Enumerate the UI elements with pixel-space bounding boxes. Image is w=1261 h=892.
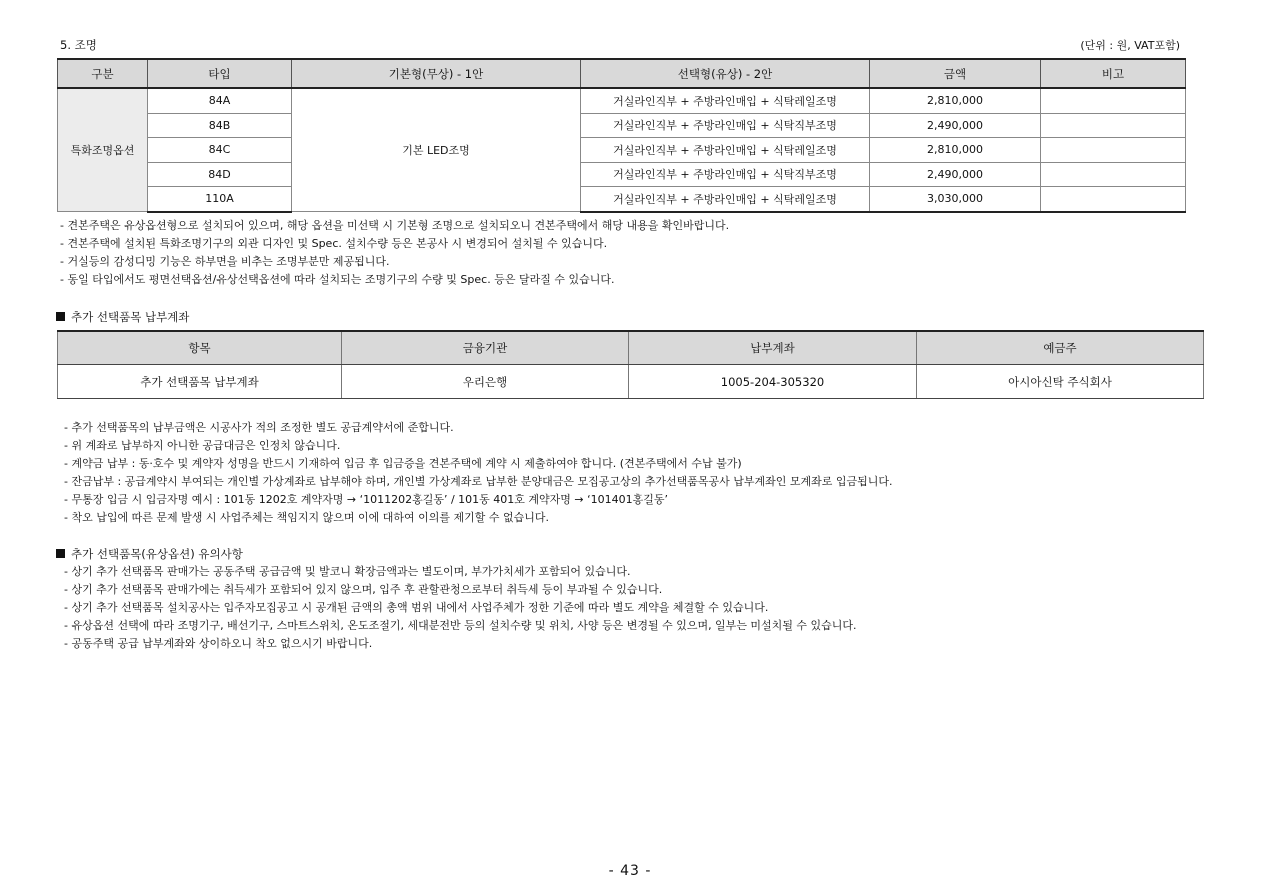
note-cell [1041, 138, 1186, 163]
table-row [58, 88, 1186, 113]
note-line: - 잔금납부 : 공급계약시 부여되는 개인별 가상계좌로 납부해야 하며, 개인별 가상계좌로 납부한 분양대금은 모집공고상의 추가선택품목공사 납부계좌인 모계좌로 입금됩니다. [64, 475, 893, 488]
note-line: - 추가 선택품목의 납부금액은 시공사가 적의 조정한 별도 공급계약서에 준합니다. [64, 421, 454, 434]
note-line: - 상기 추가 선택품목 판매가에는 취득세가 포함되어 있지 않으며, 입주 후 관할관청으로부터 취득세 등이 부과될 수 있습니다. [64, 583, 663, 596]
table-row [58, 162, 1186, 187]
header-category: 구분 [58, 59, 148, 88]
note-line: - 견본주택은 유상옵션형으로 설치되어 있으며, 해당 옵션을 미선택 시 기본형 조명으로 설치되오니 견본주택에서 해당 내용을 확인바랍니다. [60, 219, 730, 232]
note-line: - 무통장 입금 시 입금자명 예시 : 101동 1202호 계약자명 → ‘1011202홍길동’ / 101동 401호 계약자명 → ‘101401홍길동’ [64, 493, 668, 506]
basic-cell: 기본 LED조명 [292, 88, 581, 212]
page-number: - 43 - [608, 863, 652, 879]
caution-heading-text: 추가 선택품목(유상옵션) 유의사항 [71, 547, 243, 561]
note-cell [1041, 187, 1186, 212]
option-cell: 거실라인직부 + 주방라인매입 + 식탁레일조명 [581, 187, 870, 212]
caution-heading [56, 546, 243, 562]
header-account-no: 납부계좌 [629, 331, 917, 365]
price-cell: 3,030,000 [870, 187, 1041, 212]
item-cell: 추가 선택품목 납부계좌 [58, 365, 342, 399]
price-cell: 2,810,000 [870, 138, 1041, 163]
lighting-notes [60, 217, 729, 289]
type-cell: 84D [148, 162, 292, 187]
header-note: 비고 [1041, 59, 1186, 88]
type-cell: 84B [148, 113, 292, 138]
lighting-option-table [57, 58, 1186, 213]
table-row [58, 187, 1186, 212]
account-no-cell: 1005-204-305320 [629, 365, 917, 399]
account-heading [56, 309, 189, 325]
type-cell: 84A [148, 88, 292, 113]
note-line: - 견본주택에 설치된 특화조명기구의 외관 디자인 및 Spec. 설치수량 등은 본공사 시 변경되어 설치될 수 있습니다. [60, 237, 608, 250]
option-cell: 거실라인직부 + 주방라인매입 + 식탁레일조명 [581, 138, 870, 163]
header-option: 선택형(유상) - 2안 [581, 59, 870, 88]
note-line: - 계약금 납부 : 동·호수 및 계약자 성명을 반드시 기재하여 입금 후 입금증을 견본주택에 계약 시 제출하여야 합니다. (견본주택에서 수납 불가) [64, 457, 742, 470]
header-holder: 예금주 [917, 331, 1204, 365]
note-line: - 상기 추가 선택품목 설치공사는 입주자모집공고 시 공개된 금액의 총액 범위 내에서 사업주체가 정한 기준에 따라 별도 계약을 체결할 수 있습니다. [64, 601, 769, 614]
account-table-header [58, 331, 1204, 365]
caution-notes [64, 563, 857, 653]
option-cell: 거실라인직부 + 주방라인매입 + 식탁직부조명 [581, 113, 870, 138]
holder-cell: 아시아신탁 주식회사 [917, 365, 1204, 399]
account-notes [64, 419, 893, 527]
note-line: - 거실등의 감성디밍 기능은 하부면을 비추는 조명부분만 제공됩니다. [60, 255, 390, 268]
bank-cell: 우리은행 [342, 365, 629, 399]
lighting-table-header [58, 59, 1186, 88]
table-row [58, 365, 1204, 399]
category-cell: 특화조명옵션 [58, 88, 148, 212]
header-price: 금액 [870, 59, 1041, 88]
square-bullet-icon [56, 549, 65, 558]
lighting-section-title: 5. 조명 [60, 38, 97, 52]
header-type: 타입 [148, 59, 292, 88]
table-row [58, 113, 1186, 138]
price-cell: 2,810,000 [870, 88, 1041, 113]
note-cell [1041, 88, 1186, 113]
header-bank: 금융기관 [342, 331, 629, 365]
note-line: - 동일 타입에서도 평면선택옵션/유상선택옵션에 따라 설치되는 조명기구의 수량 및 Spec. 등은 달라질 수 있습니다. [60, 273, 615, 286]
type-cell: 84C [148, 138, 292, 163]
header-basic: 기본형(무상) - 1안 [292, 59, 581, 88]
note-cell [1041, 162, 1186, 187]
table-row [58, 138, 1186, 163]
note-cell [1041, 113, 1186, 138]
note-line: - 공동주택 공급 납부계좌와 상이하오니 착오 없으시기 바랍니다. [64, 637, 373, 650]
square-bullet-icon [56, 312, 65, 321]
header-item: 항목 [58, 331, 342, 365]
note-line: - 상기 추가 선택품목 판매가는 공동주택 공급금액 및 발코니 확장금액과는 별도이며, 부가가치세가 포함되어 있습니다. [64, 565, 631, 578]
note-line: - 유상옵션 선택에 따라 조명기구, 배선기구, 스마트스위치, 온도조절기, 세대분전반 등의 설치수량 및 위치, 사양 등은 변경될 수 있으며, 일부는 미설치될 수 있습니다. [64, 619, 857, 632]
price-cell: 2,490,000 [870, 113, 1041, 138]
type-cell: 110A [148, 187, 292, 212]
option-cell: 거실라인직부 + 주방라인매입 + 식탁레일조명 [581, 88, 870, 113]
note-line: - 착오 납입에 따른 문제 발생 시 사업주체는 책임지지 않으며 이에 대하여 이의를 제기할 수 없습니다. [64, 511, 549, 524]
note-line: - 위 계좌로 납부하지 아니한 공급대금은 인정치 않습니다. [64, 439, 341, 452]
option-cell: 거실라인직부 + 주방라인매입 + 식탁직부조명 [581, 162, 870, 187]
unit-label: (단위 : 원, VAT포함) [1080, 39, 1180, 52]
price-cell: 2,490,000 [870, 162, 1041, 187]
account-heading-text: 추가 선택품목 납부계좌 [71, 310, 190, 324]
account-table [57, 330, 1204, 399]
